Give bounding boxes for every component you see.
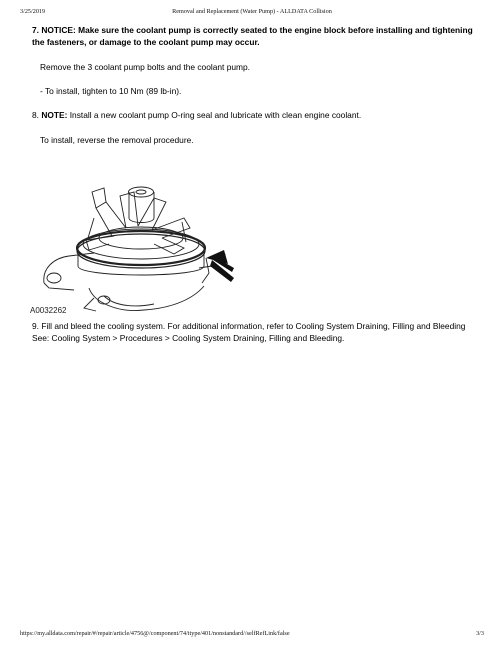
step-8-note	[32, 109, 477, 121]
step-number: 7.	[32, 25, 39, 35]
step-7-notice	[32, 24, 477, 49]
notice-text: Make sure the coolant pump is correctly seated to the engine block before installing and tightening the fasteners, or damage to the coolant pump may occur.	[32, 25, 473, 48]
step-number: 9.	[32, 321, 39, 331]
note-label: NOTE:	[41, 110, 68, 120]
step-7-instruction: Remove the 3 coolant pump bolts and the coolant pump.	[40, 62, 250, 72]
coolant-pump-figure	[34, 178, 234, 318]
step-7-torque-spec: - To install, tighten to 10 Nm (89 lb-in).	[40, 86, 182, 96]
step-9-text: Fill and bleed the cooling system. For additional information, refer to Cooling System Draining, Filling and Bleeding See: Cooling System > Procedures > Cooling System Draining, Filling and Bleeding.	[32, 321, 466, 344]
note-text: Install a new coolant pump O-ring seal and lubricate with clean engine coolant.	[69, 110, 362, 120]
step-8-instruction: To install, reverse the removal procedure.	[40, 135, 194, 145]
notice-label: NOTICE:	[41, 25, 76, 35]
page-number: 3/3	[476, 630, 484, 637]
step-9	[32, 320, 477, 345]
figure-id-label: A0032262	[30, 306, 67, 315]
document-title: Removal and Replacement (Water Pump) - ALLDATA Collision	[172, 8, 332, 15]
coolant-pump-illustration	[34, 178, 234, 318]
print-date: 3/25/2019	[20, 8, 46, 15]
step-number: 8.	[32, 110, 39, 120]
page-url: https://my.alldata.com/repair/#/repair/article/4756@/component/74/itype/401/nonstandard//selfRefLink/false	[20, 630, 290, 637]
